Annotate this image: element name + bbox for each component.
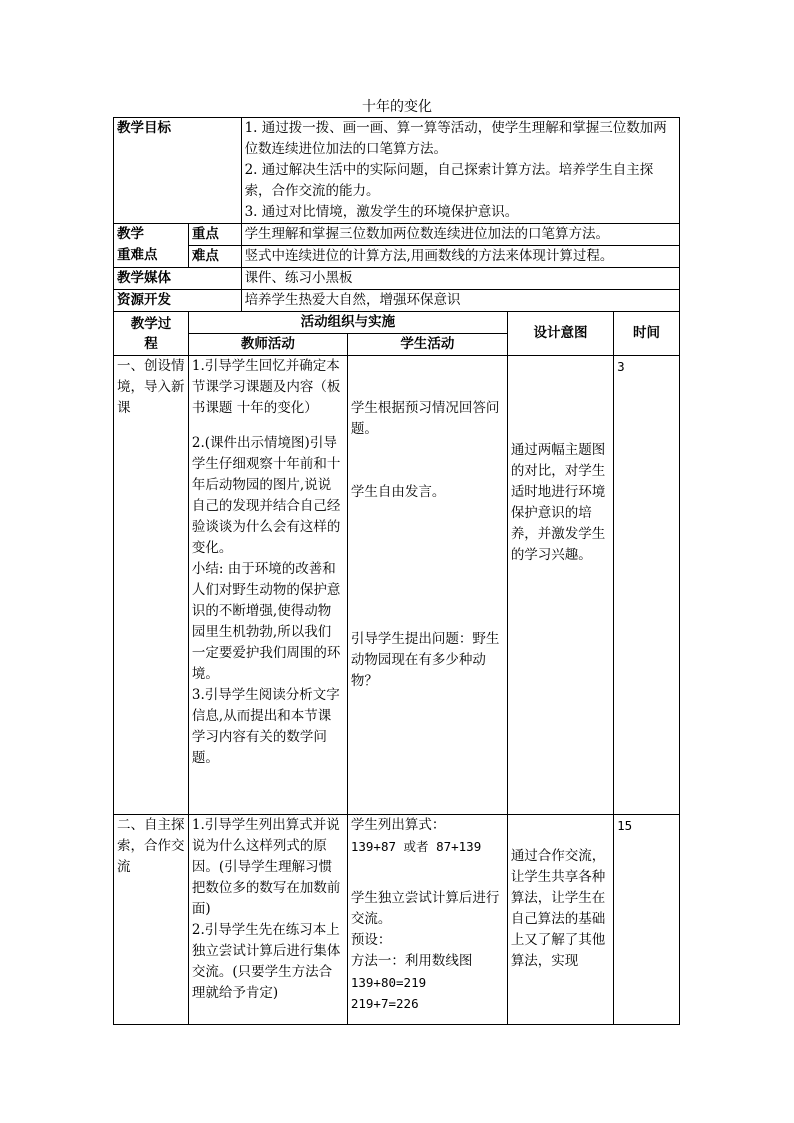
keypoints-label-line: 教学 <box>117 226 144 242</box>
goals-content <box>241 118 679 224</box>
teacher-header: 教师活动 <box>188 334 347 356</box>
student-line: 方法一：利用数线图 <box>350 953 473 969</box>
student-header: 学生活动 <box>347 334 507 356</box>
lesson-plan-table <box>113 117 680 1025</box>
stage-name: 二、自主探索，合作交流 <box>114 815 189 1025</box>
process-header-line: 程 <box>144 335 158 352</box>
student-line: 预设： <box>350 932 392 948</box>
stage-name: 一、创设情境，导入新课 <box>114 356 189 815</box>
key-label: 重点 <box>188 224 241 246</box>
design-header: 设计意图 <box>507 312 613 356</box>
teacher-activity <box>188 356 347 815</box>
student-paragraph: 学生根据预习情况回答问题。 <box>350 400 500 437</box>
student-line: 学生独立尝试计算后进行交流。 <box>350 890 500 927</box>
teacher-paragraph: 3.引导学生阅读分析文字信息,从而提出和本节课学习内容有关的数学问题。 <box>191 687 340 766</box>
student-activity <box>347 815 507 1025</box>
stage-time: 3 <box>614 356 680 815</box>
student-line: 219+7=226 <box>350 996 419 1011</box>
activity-header: 活动组织与实施 <box>188 312 507 334</box>
teacher-paragraph: 2.(课件出示情境图)引导学生仔细观察十年前和十年后动物园的图片,说说自己的发现并结合自己经验谈谈为什么会有这样的变化。 <box>191 435 341 556</box>
stage-time: 15 <box>614 815 680 1025</box>
design-intent <box>507 356 613 815</box>
process-header-line: 教学过 <box>130 315 172 332</box>
goal-item: 3. 通过对比情境，激发学生的环境保护意识。 <box>244 204 519 220</box>
teacher-paragraph: 2.引导学生先在练习本上独立尝试计算后进行集体交流。(只要学生方法合理就给予肯定) <box>191 922 341 1001</box>
stage-row <box>114 815 680 1025</box>
teacher-activity <box>188 815 347 1025</box>
goals-label: 教学目标 <box>114 118 242 224</box>
page-title: 十年的变化 <box>362 99 432 115</box>
media-label: 教学媒体 <box>114 268 242 290</box>
student-line: 139+80=219 <box>350 975 427 990</box>
media-row <box>114 268 680 290</box>
keypoints-label <box>114 224 189 268</box>
design-intent <box>507 815 613 1025</box>
stage-row <box>114 356 680 815</box>
key-point-row <box>114 224 680 246</box>
student-paragraph: 学生自由发言。 <box>350 484 446 500</box>
time-header: 时间 <box>614 312 680 356</box>
resource-label: 资源开发 <box>114 290 242 312</box>
process-header <box>114 312 189 356</box>
goals-row <box>114 118 680 224</box>
hard-label: 难点 <box>188 246 241 268</box>
hard-point-row <box>114 246 680 268</box>
media-text: 课件、练习小黑板 <box>241 268 679 290</box>
goal-item: 2. 通过解决生活中的实际问题，自己探索计算方法。培养学生自主探索，合作交流的能力。 <box>244 162 654 199</box>
teacher-paragraph: 1.引导学生列出算式并说说为什么这样列式的原因。(引导学生理解习惯把数位多的数写在加数前面) <box>191 817 341 917</box>
student-line: 139+87 或者 87+139 <box>350 839 482 854</box>
teacher-paragraph: 1.引导学生回忆并确定本节课学习课题及内容（板书课题 十年的变化） <box>191 358 341 416</box>
design-paragraph: 通过合作交流，让学生共享各种算法，让学生在自己算法的基础上又了解了其他算法，实现 <box>510 848 606 969</box>
teacher-paragraph: 小结: 由于环境的改善和人们对野生动物的保护意识的不断增强,使得动物园里生机勃勃,所以我们一定要爱护我们周围的环境。 <box>191 561 341 682</box>
goal-item: 1. 通过拨一拨、画一画、算一算等活动，使学生理解和掌握三位数加两位数连续进位加法的口笔算方法。 <box>244 120 667 157</box>
keypoints-label-line: 重难点 <box>117 247 158 263</box>
student-paragraph: 引导学生提出问题：野生动物园现在有多少种动物？ <box>350 631 500 689</box>
key-text: 学生理解和掌握三位数加两位数连续进位加法的口笔算方法。 <box>241 224 679 246</box>
header-row-1 <box>114 312 680 334</box>
design-paragraph: 通过两幅主题图的对比，对学生适时地进行环境保护意识的培养，并激发学生的学习兴趣。 <box>510 442 606 563</box>
student-line: 学生列出算式： <box>350 817 446 833</box>
hard-text: 竖式中连续进位的计算方法,用画数线的方法来体现计算过程。 <box>241 246 679 268</box>
resource-text: 培养学生热爱大自然，增强环保意识 <box>241 290 679 312</box>
student-activity <box>347 356 507 815</box>
resource-row <box>114 290 680 312</box>
